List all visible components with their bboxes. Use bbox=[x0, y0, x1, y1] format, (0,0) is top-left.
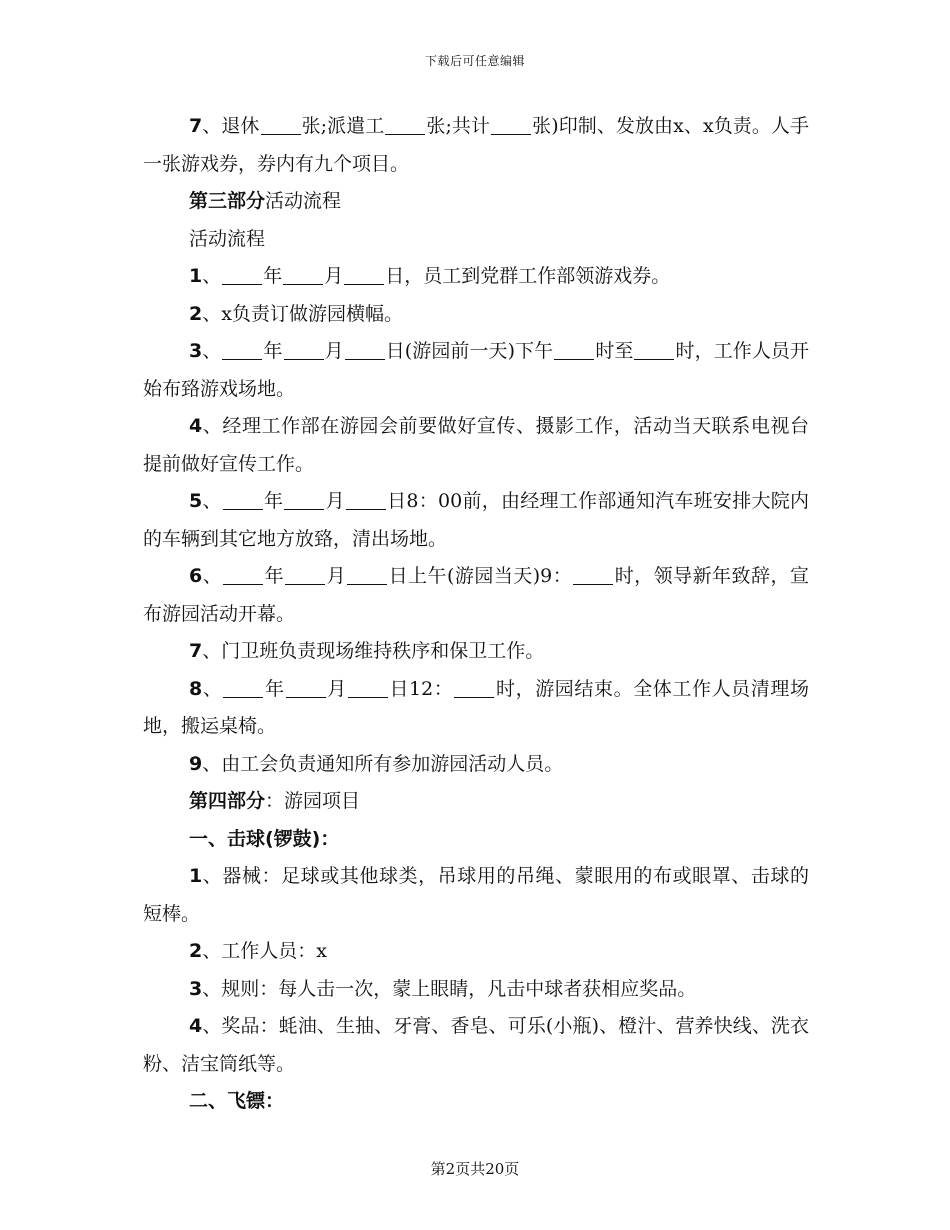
paragraph-text: ：游园项目 bbox=[265, 790, 361, 812]
item-number: 3 bbox=[189, 977, 203, 1000]
paragraph bbox=[143, 483, 809, 558]
fill-in-blank bbox=[284, 340, 324, 360]
fill-in-blank bbox=[283, 265, 323, 285]
paragraph-text: 、 bbox=[202, 265, 222, 287]
section-heading: 二、飞镖： bbox=[189, 1090, 285, 1112]
fill-in-blank bbox=[223, 490, 263, 510]
paragraph-text: 活动流程 bbox=[265, 190, 342, 212]
paragraph bbox=[143, 296, 809, 334]
paragraph bbox=[143, 633, 809, 671]
paragraph-text: 年 bbox=[264, 677, 285, 700]
fill-in-blank bbox=[261, 115, 301, 135]
fill-in-blank bbox=[345, 340, 385, 360]
paragraph bbox=[143, 558, 809, 633]
paragraph-text: 、 bbox=[202, 565, 223, 587]
paragraph bbox=[143, 971, 809, 1009]
paragraph bbox=[143, 221, 809, 259]
fill-in-blank bbox=[348, 678, 388, 698]
fill-in-blank bbox=[454, 678, 494, 698]
paragraph bbox=[143, 1008, 809, 1083]
paragraph-text: 张;派遣工 bbox=[301, 115, 385, 137]
fill-in-blank bbox=[634, 340, 674, 360]
paragraph-text: 、退休 bbox=[202, 115, 260, 137]
paragraph-text: 、 bbox=[202, 490, 222, 512]
item-number: 5 bbox=[189, 490, 203, 512]
paragraph-text: 时，游园结束。全体工作人员清理场地，搬运桌椅。 bbox=[143, 677, 809, 737]
fill-in-blank bbox=[223, 565, 263, 585]
item-number: 3 bbox=[189, 340, 203, 362]
paragraph-text: 月 bbox=[324, 265, 344, 287]
paragraph-text: 日8：00前，由经理工作部通知汽车班安排大院内的车辆到其它地方放臵，清出场地。 bbox=[143, 490, 809, 550]
paragraph-text: 时至 bbox=[595, 340, 634, 362]
section-heading: 第三部分 bbox=[189, 190, 266, 212]
paragraph-text: 日12： bbox=[388, 677, 454, 700]
section-heading: 第四部分 bbox=[189, 790, 266, 812]
paragraph-text: 年 bbox=[263, 490, 284, 512]
paragraph bbox=[143, 746, 809, 784]
item-number: 4 bbox=[189, 1015, 203, 1037]
paragraph bbox=[143, 333, 809, 408]
paragraph-text: 张)印制、发放由x、x负责。人手一张游戏券，券内有九个项目。 bbox=[143, 115, 809, 175]
paragraph-text: 年 bbox=[264, 565, 285, 587]
paragraph bbox=[143, 408, 809, 483]
document-body bbox=[143, 108, 809, 1121]
paragraph-text: 、由工会负责通知所有参加游园活动人员。 bbox=[202, 752, 564, 775]
paragraph-text: 年 bbox=[263, 265, 283, 287]
paragraph-text: 活动流程 bbox=[189, 227, 266, 250]
paragraph-text: 日上午(游园当天)9： bbox=[388, 565, 573, 587]
fill-in-blank bbox=[223, 678, 263, 698]
paragraph bbox=[143, 183, 809, 221]
fill-in-blank bbox=[554, 340, 594, 360]
paragraph-text: 、器械：足球或其他球类，吊球用的吊绳、蒙眼用的布或眼罩、击球的短棒。 bbox=[143, 865, 809, 925]
paragraph-text: 、经理工作部在游园会前要做好宣传、摄影工作，活动当天联系电视台提前做好宣传工作。 bbox=[143, 415, 809, 475]
item-number: 2 bbox=[189, 302, 203, 325]
paragraph-text: 日(游园前一天)下午 bbox=[385, 340, 554, 362]
item-number: 6 bbox=[189, 565, 203, 587]
fill-in-blank bbox=[346, 490, 386, 510]
fill-in-blank bbox=[285, 565, 325, 585]
item-number: 2 bbox=[189, 940, 203, 962]
item-number: 9 bbox=[189, 752, 203, 775]
item-number: 1 bbox=[189, 265, 203, 287]
section-heading: 一、击球(锣鼓)： bbox=[189, 827, 340, 850]
paragraph-text: 时，领导新年致辞，宣布游园活动开幕。 bbox=[143, 565, 809, 625]
paragraph-text: 时，工作人员开始布臵游戏场地。 bbox=[143, 340, 809, 400]
paragraph bbox=[143, 1083, 809, 1121]
paragraph bbox=[143, 258, 809, 296]
paragraph-text: 、门卫班负责现场维持秩序和保卫工作。 bbox=[202, 640, 545, 662]
fill-in-blank bbox=[344, 265, 384, 285]
item-number: 8 bbox=[189, 677, 203, 700]
paragraph bbox=[143, 108, 809, 183]
paragraph-text: 日，员工到党群工作部领游戏券。 bbox=[385, 265, 671, 287]
paragraph-text: 张;共计 bbox=[426, 115, 491, 137]
fill-in-blank bbox=[573, 565, 613, 585]
page-footer: 第2页共20页 bbox=[430, 1160, 520, 1178]
paragraph-text: 、工作人员：x bbox=[202, 940, 327, 962]
page-header: 下载后可任意编辑 bbox=[424, 54, 525, 68]
paragraph bbox=[143, 933, 809, 971]
paragraph-text: 月 bbox=[325, 490, 345, 512]
fill-in-blank bbox=[347, 565, 387, 585]
paragraph-text: 、奖品：蚝油、生抽、牙膏、香皂、可乐(小瓶)、橙汁、营养快线、洗衣粉、洁宝筒纸等。 bbox=[143, 1015, 809, 1075]
paragraph bbox=[143, 783, 809, 821]
paragraph-text: 、x负责订做游园横幅。 bbox=[202, 302, 403, 325]
paragraph-text: 、 bbox=[202, 340, 222, 362]
item-number: 1 bbox=[189, 865, 203, 887]
fill-in-blank bbox=[222, 265, 262, 285]
paragraph bbox=[143, 858, 809, 933]
fill-in-blank bbox=[385, 115, 425, 135]
item-number: 4 bbox=[189, 415, 203, 437]
item-number: 7 bbox=[189, 640, 203, 662]
paragraph-text: 月 bbox=[326, 677, 347, 700]
paragraph bbox=[143, 821, 809, 859]
paragraph-text: 月 bbox=[324, 340, 344, 362]
fill-in-blank bbox=[491, 115, 531, 135]
paragraph-text: 、 bbox=[202, 677, 223, 700]
item-number: 7 bbox=[189, 115, 203, 137]
fill-in-blank bbox=[284, 490, 324, 510]
paragraph-text: 月 bbox=[326, 565, 347, 587]
paragraph-text: 、规则：每人击一次，蒙上眼睛，凡击中球者获相应奖品。 bbox=[202, 977, 697, 1000]
paragraph bbox=[143, 671, 809, 746]
paragraph-text: 年 bbox=[263, 340, 283, 362]
fill-in-blank bbox=[222, 340, 262, 360]
fill-in-blank bbox=[286, 678, 326, 698]
